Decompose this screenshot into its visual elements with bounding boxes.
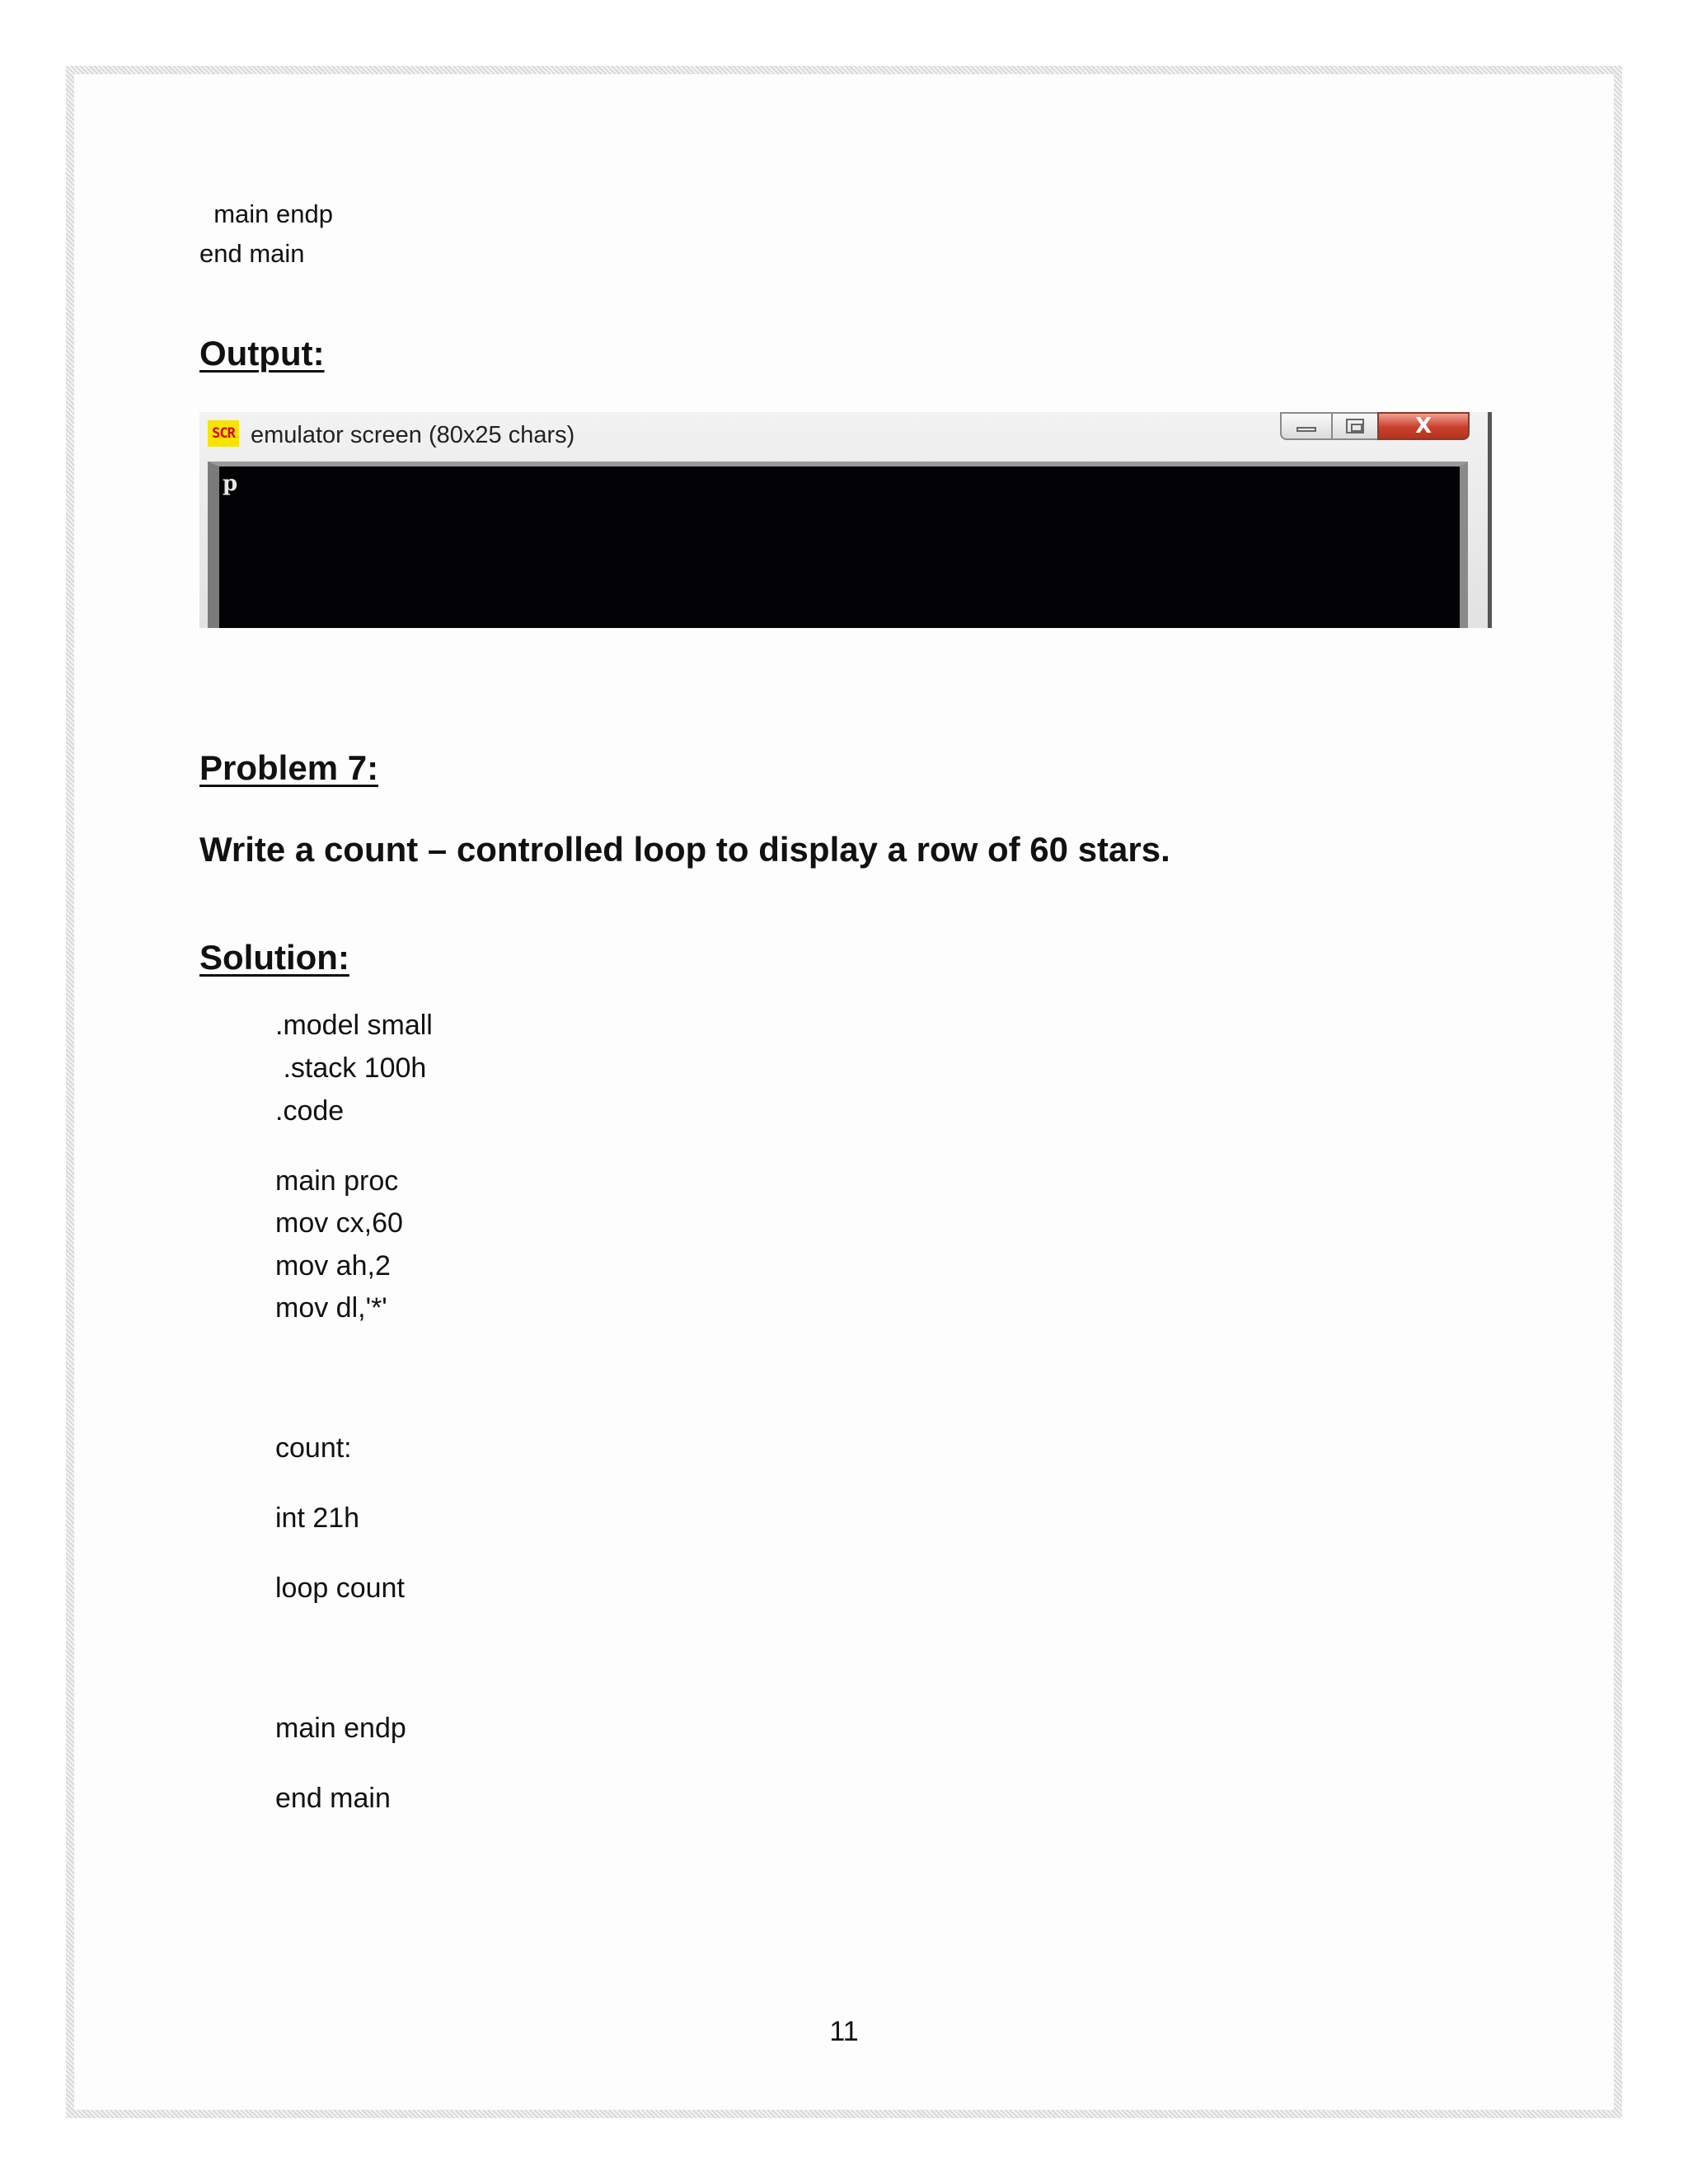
emulator-title-bar[interactable]: [199, 412, 1488, 462]
close-button[interactable]: [1377, 412, 1470, 440]
code-line: mov ah,2: [275, 1250, 391, 1282]
emulator-title: emulator screen (80x25 chars): [251, 422, 575, 448]
code-line: mov cx,60: [275, 1207, 403, 1239]
output-heading: Output:: [199, 334, 325, 373]
maximize-button[interactable]: [1331, 412, 1377, 440]
solution-heading: Solution:: [199, 938, 349, 977]
emulator-screen[interactable]: [208, 462, 1468, 628]
code-line: main proc: [275, 1165, 399, 1197]
window-controls: [1280, 412, 1470, 443]
problem-statement: Write a count – controlled loop to display a row of 60 stars.: [199, 830, 1170, 869]
code-line: int 21h: [275, 1502, 360, 1534]
minimize-icon: [1296, 427, 1316, 432]
emulator-output-text: p: [223, 471, 238, 496]
code-line: .code: [275, 1095, 345, 1127]
code-line-end-main: end main: [199, 239, 305, 268]
code-line: end main: [275, 1783, 391, 1814]
emulator-logo-icon: SCR: [208, 420, 239, 447]
restore-icon: [1346, 419, 1364, 434]
code-line: .model small: [275, 1010, 433, 1041]
code-line: mov dl,'*': [275, 1292, 387, 1324]
code-line-main-endp: main endp: [199, 199, 333, 228]
code-line: .stack 100h: [275, 1052, 427, 1084]
minimize-button[interactable]: [1280, 412, 1331, 440]
emulator-window: [199, 412, 1492, 628]
code-line: count:: [275, 1432, 352, 1464]
code-line: loop count: [275, 1572, 405, 1604]
problem-heading: Problem 7:: [199, 748, 379, 787]
close-icon: X: [1414, 414, 1432, 438]
page-number: 11: [829, 2016, 859, 2047]
code-line: main endp: [275, 1713, 406, 1744]
